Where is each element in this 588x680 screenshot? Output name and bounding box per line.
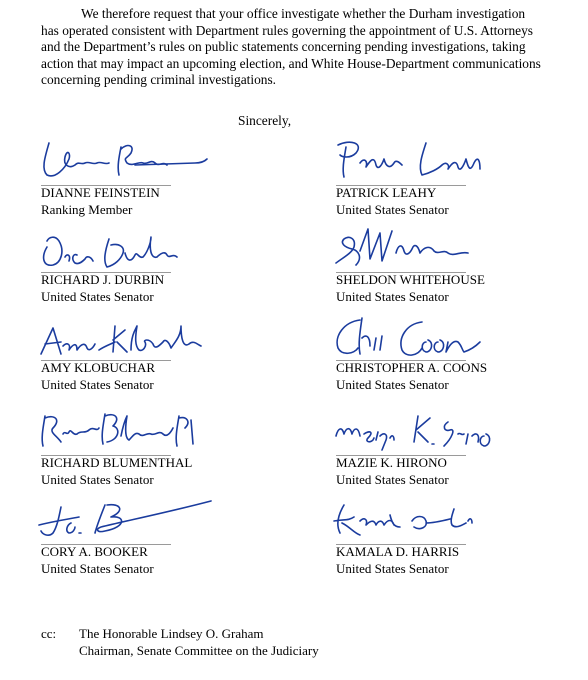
signatory-name: AMY KLOBUCHAR — [41, 360, 155, 375]
signature-durbin — [35, 223, 225, 271]
signature-booker — [35, 495, 225, 543]
signature-feinstein — [35, 135, 225, 183]
closing-salutation: Sincerely, — [238, 113, 292, 128]
signature-blumenthal — [35, 406, 225, 454]
signature-hirono — [330, 406, 520, 454]
signatory-title: United States Senator — [336, 289, 449, 304]
signatory-title: United States Senator — [41, 561, 154, 576]
signatory-title: Ranking Member — [41, 202, 133, 217]
signature-harris — [330, 495, 520, 543]
signatory-title: United States Senator — [336, 472, 449, 487]
signature-leahy — [330, 135, 520, 183]
signature-klobuchar — [35, 312, 225, 360]
signatory-title: United States Senator — [336, 377, 449, 392]
signatory-name: DIANNE FEINSTEIN — [41, 185, 160, 200]
signatory-title: United States Senator — [336, 202, 449, 217]
cc-label: cc: — [41, 626, 57, 641]
signatory-name: SHELDON WHITEHOUSE — [336, 272, 485, 287]
signatory-title: United States Senator — [336, 561, 449, 576]
signatory-name: RICHARD BLUMENTHAL — [41, 455, 193, 470]
cc-recipient-title: Chairman, Senate Committee on the Judiciary — [79, 643, 319, 658]
signatory-name: CHRISTOPHER A. COONS — [336, 360, 488, 375]
signatory-title: United States Senator — [41, 377, 154, 392]
signatory-name: CORY A. BOOKER — [41, 544, 148, 559]
signatory-title: United States Senator — [41, 289, 154, 304]
cc-recipient-name: The Honorable Lindsey O. Graham — [79, 626, 264, 641]
signatory-name: MAZIE K. HIRONO — [336, 455, 447, 470]
signatory-title: United States Senator — [41, 472, 154, 487]
signature-coons — [330, 312, 520, 360]
signatory-name: RICHARD J. DURBIN — [41, 272, 165, 287]
body-paragraph: We therefore request that your office investigate whether the Durham investigation has operated consistent with Department rules governing the appointment of U.S. Attorneys and the Department’s rules on public statements concerning pending investigations, taking action that may impact an upcoming election, and White House-Department communications concerning pending criminal investigations. — [41, 6, 541, 88]
signatory-name: KAMALA D. HARRIS — [336, 544, 460, 559]
signatory-name: PATRICK LEAHY — [336, 185, 437, 200]
signature-whitehouse — [330, 223, 520, 271]
